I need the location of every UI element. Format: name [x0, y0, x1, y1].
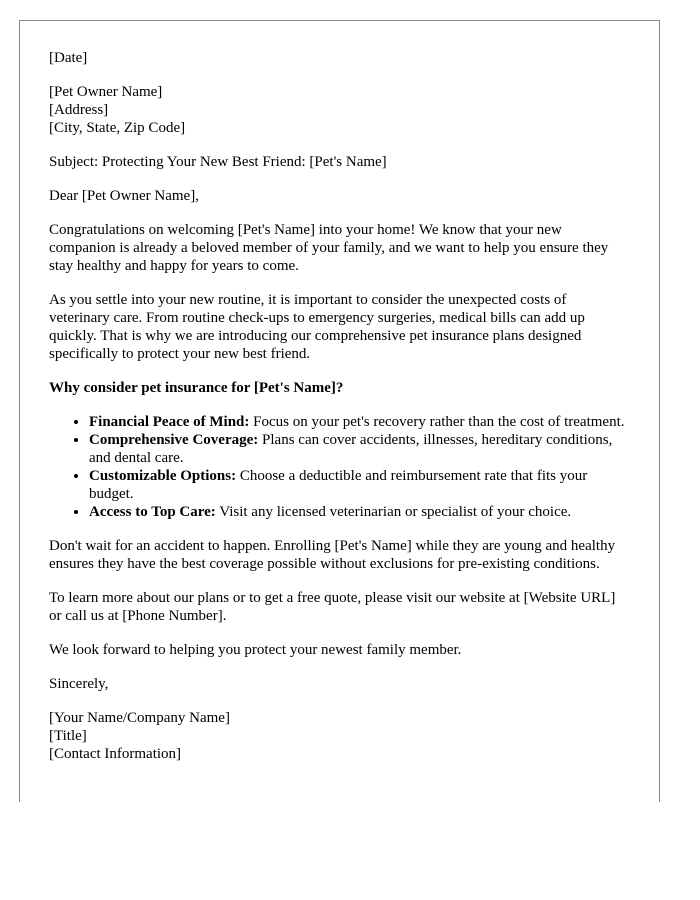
benefit-item: [89, 413, 630, 431]
benefit-item: [89, 431, 630, 467]
body-paragraph-closing-remark: We look forward to helping you protect your newest family member.: [49, 642, 462, 658]
benefit-text: Choose a deductible and reimbursement rate that fits your budget.: [89, 468, 588, 502]
benefit-item: [89, 467, 630, 503]
recipient-name: [Pet Owner Name]: [49, 84, 163, 100]
recipient-city-state-zip: [City, State, Zip Code]: [49, 120, 186, 136]
benefit-text: Visit any licensed veterinarian or specialist of your choice.: [215, 504, 572, 520]
signature-title: [Title]: [49, 728, 87, 744]
signature-contact: [Contact Information]: [49, 746, 182, 762]
body-paragraph-contact: To learn more about our plans or to get a free quote, please visit our website at [Website URL] or call us at [Phone Number].: [49, 590, 616, 624]
body-paragraph-congratulations: Congratulations on welcoming [Pet's Name] into your home! We know that your new companion is already a beloved member of your family, and we want to help you ensure they stay healthy and happy for years to come.: [49, 222, 609, 274]
signature-block: [49, 709, 630, 763]
benefit-text: Plans can cover accidents, illnesses, hereditary conditions, and dental care.: [89, 432, 613, 466]
benefits-list: [49, 413, 630, 521]
body-paragraph-veterinary-costs: As you settle into your new routine, it is important to consider the unexpected costs of veterinary care. From routine check-ups to emergency surgeries, medical bills can add up quickly. That is why we are introducing our comprehensive pet insurance plans designed specifically to protect your new best friend.: [49, 292, 585, 362]
recipient-address: [Address]: [49, 102, 109, 118]
benefit-item: [89, 503, 630, 521]
benefit-title: Access to Top Care:: [89, 504, 216, 520]
benefits-heading: Why consider pet insurance for [Pet's Name]?: [49, 380, 344, 396]
letter-page: [19, 20, 660, 802]
benefit-title: Comprehensive Coverage:: [89, 432, 259, 448]
body-paragraph-enroll: Don't wait for an accident to happen. Enrolling [Pet's Name] while they are young and healthy ensures they have the best coverage possible without exclusions for pre-existing conditions.: [49, 538, 616, 572]
benefit-text: Focus on your pet's recovery rather than the cost of treatment.: [249, 414, 625, 430]
letter-subject: Subject: Protecting Your New Best Friend: [Pet's Name]: [49, 154, 387, 170]
letter-date: [Date]: [49, 50, 88, 66]
letter-closing: Sincerely,: [49, 676, 109, 692]
letter-salutation: Dear [Pet Owner Name],: [49, 188, 199, 204]
recipient-address-block: [49, 83, 630, 137]
benefit-title: Customizable Options:: [89, 468, 237, 484]
benefit-title: Financial Peace of Mind:: [89, 414, 250, 430]
signature-name: [Your Name/Company Name]: [49, 710, 230, 726]
